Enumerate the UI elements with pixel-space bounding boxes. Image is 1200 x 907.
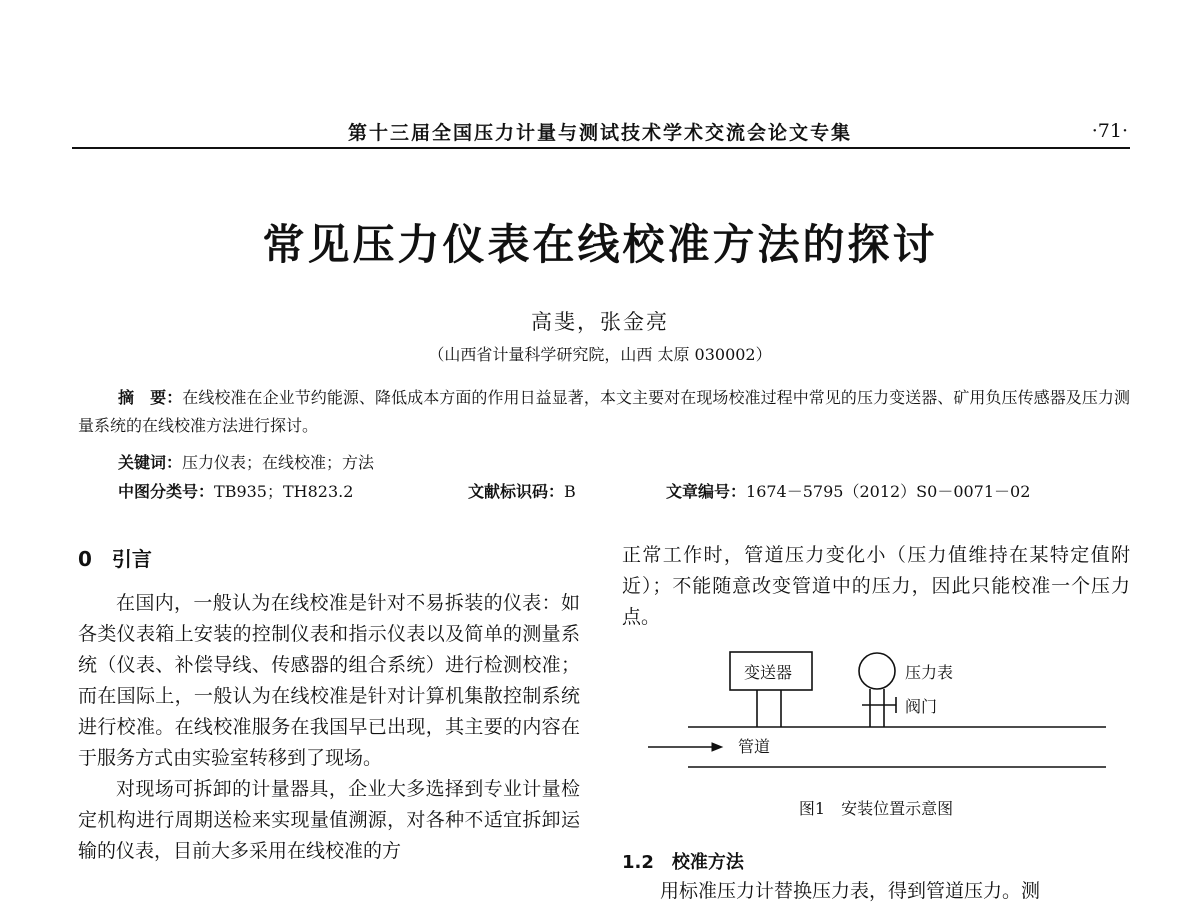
- abstract: [78, 384, 1130, 440]
- section-1-2-paragraph-1: 用标准压力计替换压力表，得到管道压力。测: [660, 880, 1041, 902]
- paper-authors: 高斐，张金亮: [531, 310, 669, 334]
- running-header-title: 第十三届全国压力计量与测试技术学术交流会论文专集: [347, 122, 852, 144]
- right-column: [622, 540, 1130, 633]
- doc-code-label: 文献标识码：: [468, 482, 565, 501]
- pipe-label: 管道: [738, 737, 771, 756]
- clc-label: 中图分类号：: [118, 482, 215, 501]
- abstract-text: 在线校准在企业节约能源、降低成本方面的作用日益显著，本文主要对在现场校准过程中常见的压力变送器、矿用负压传感器及压力测量系统的在线校准方法进行探讨。: [78, 388, 1130, 435]
- clc-value: TB935；TH823.2: [214, 482, 354, 501]
- doc-code: [468, 479, 576, 502]
- intro-paragraph-2: 对现场可拆卸的计量器具，企业大多选择到专业计量检定机构进行周期送检来实现量值溯源，对各种不适宜拆卸运输的仪表，目前大多采用在线校准的方: [78, 778, 580, 862]
- figure-1-caption: 图1 安装位置示意图: [798, 799, 954, 818]
- page-number: ·71·: [1091, 120, 1128, 142]
- paper-affiliation: （山西省计量科学研究院，山西 太原 030002）: [428, 345, 772, 364]
- section-1-2-heading: 1.2 校准方法: [622, 852, 744, 873]
- valve-label: 阀门: [905, 697, 938, 716]
- gauge-label: 压力表: [905, 663, 954, 682]
- left-column: [78, 588, 580, 867]
- intro-paragraph-1: 在国内，一般认为在线校准是针对不易拆装的仪表：如各类仪表箱上安装的控制仪表和指示仪表以及简单的测量系统（仪表、补偿导线、传感器的组合系统）进行检测校准；而在国际上，一般认为在线校准是针对计算机集散控制系统进行校准。在线校准服务在我国早已出现，其主要的内容在于服务方式由实验室转移到了现场。: [78, 592, 580, 769]
- transmitter-label: 变送器: [744, 663, 793, 682]
- section-0-heading: 0 引言: [78, 547, 152, 571]
- right-paragraph-1: 正常工作时，管道压力变化小（压力值维持在某特定值附近）；不能随意改变管道中的压力，因此只能校准一个压力点。: [622, 544, 1130, 628]
- gauge-circle: [859, 653, 895, 689]
- keywords-text: 压力仪表；在线校准；方法: [182, 453, 375, 472]
- doc-code-value: B: [564, 482, 576, 501]
- header-rule: [72, 147, 1130, 149]
- article-number-value: 1674－5795（2012）S0－0071－02: [746, 482, 1031, 501]
- figure-1-diagram: [640, 648, 1120, 773]
- article-number-label: 文章编号：: [666, 482, 747, 501]
- flow-arrow-head: [712, 743, 722, 751]
- keywords: [118, 450, 374, 473]
- keywords-label: 关键词：: [118, 453, 183, 472]
- clc-number: [118, 479, 353, 502]
- paper-title: 常见压力仪表在线校准方法的探讨: [262, 220, 938, 269]
- article-number: [666, 479, 1030, 502]
- section-1-2-body: [622, 876, 1130, 907]
- abstract-label: 摘 要：: [118, 388, 183, 407]
